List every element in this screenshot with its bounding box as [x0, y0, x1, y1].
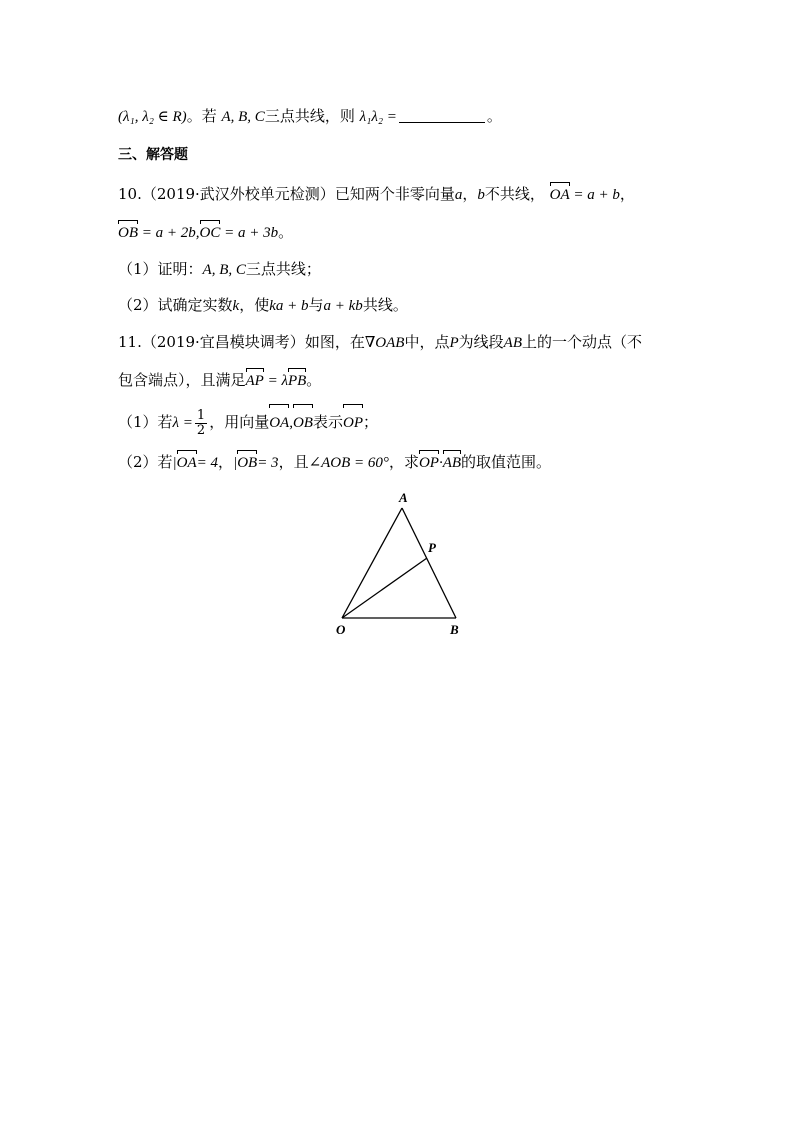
text: 共线。	[362, 296, 408, 314]
part-label: （2）若	[118, 453, 173, 471]
vector-ab: AB	[442, 455, 462, 471]
q11-line2	[118, 370, 321, 391]
label-a: A	[399, 490, 408, 505]
label-o: O	[336, 622, 346, 637]
q10-source: （2019·武汉外校单元检测）	[141, 185, 335, 203]
text: 表示	[312, 413, 343, 431]
text: 为线段	[458, 333, 504, 351]
text: 的取值范围。	[461, 453, 552, 471]
triangle-figure	[330, 488, 470, 643]
text: 。	[278, 223, 294, 241]
q11-source: （2019·宜昌模块调考）	[141, 333, 305, 351]
text: ,	[289, 415, 293, 431]
vector-ob: OB	[293, 407, 313, 439]
vector-op: OP	[418, 455, 439, 471]
text: 中，点	[404, 333, 450, 351]
q11-number: 11.	[118, 333, 142, 351]
section-title: 三、解答题	[118, 147, 188, 163]
points: A, B, C	[202, 262, 246, 278]
expr: a + kb	[323, 298, 363, 314]
vector-ob: OB	[237, 455, 258, 471]
q11-part1	[118, 406, 378, 439]
segment-ab	[402, 508, 456, 618]
text: ，用向量	[209, 413, 270, 431]
expr: = λ	[263, 373, 288, 389]
points: A, B, C	[221, 109, 265, 125]
k: k	[232, 298, 240, 314]
value: = 4	[196, 455, 219, 471]
part-label: （1）证明：	[118, 260, 203, 278]
part-label: （2）试确定实数	[118, 296, 233, 314]
q10-number: 10.	[118, 185, 142, 203]
answer-blank	[399, 108, 485, 123]
text: ；	[362, 413, 378, 431]
vector-op: OP	[343, 407, 363, 439]
fraction-one-half	[195, 409, 207, 438]
text: 与	[308, 296, 324, 314]
angle: ∠AOB = 60°	[308, 455, 389, 471]
text: 三点共线，则	[264, 107, 355, 125]
vector-oa: OA	[176, 455, 197, 471]
q10-line2	[118, 222, 293, 243]
vector-ap: AP	[245, 373, 264, 389]
denominator: 2	[196, 422, 206, 438]
lambda-product: λ₁λ₂ =	[359, 109, 397, 125]
text: 三点共线；	[245, 260, 321, 278]
text: ，求	[388, 453, 419, 471]
text: ，使	[239, 296, 270, 314]
text: 不共线，	[484, 185, 545, 203]
triangle: ∇OAB	[364, 335, 405, 351]
vector-oc: OC	[199, 225, 221, 241]
text: 如图，在	[304, 333, 365, 351]
dot: ·	[438, 455, 443, 471]
q11-line1	[118, 332, 642, 353]
q10-part1	[118, 259, 321, 280]
part-label: （1）若	[118, 413, 173, 431]
text: 已知两个非零向量	[334, 185, 455, 203]
expr: ka + b	[269, 298, 309, 314]
text: 上的一个动点（不	[522, 333, 643, 351]
q11-part2: （2）若|OA= 4，|OB= 3，且∠AOB = 60°，求OP·AB的取值范围。	[118, 453, 552, 471]
text: 。若	[186, 107, 217, 125]
text: ，	[619, 185, 635, 203]
text: ，且	[278, 453, 309, 471]
q10-part2	[118, 295, 408, 316]
segment-ab: AB	[503, 335, 522, 351]
value: = 3	[257, 455, 279, 471]
text: ，	[462, 185, 478, 203]
vector-oa: OA	[549, 187, 570, 203]
segment-oa	[342, 508, 402, 618]
vector-pb: PB	[287, 373, 307, 389]
vector-oa: OA	[269, 407, 289, 439]
lambda-set: (λ₁, λ₂ ∈ R)	[118, 109, 187, 125]
text: 。	[486, 107, 502, 125]
expr: = a + 3b	[220, 225, 279, 241]
segment-op	[342, 558, 427, 618]
label-b: B	[450, 622, 459, 637]
text: 包含端点），且满足	[118, 371, 246, 389]
vector-ob: OB	[118, 225, 138, 241]
vector-a: a	[454, 187, 463, 203]
point-p: P	[449, 335, 459, 351]
text: ，	[218, 453, 234, 471]
vector-b: b	[477, 187, 485, 203]
expr: = a + 2b,	[138, 225, 200, 241]
label-p: P	[428, 540, 436, 555]
text: 。	[306, 371, 322, 389]
problem-9-tail	[118, 106, 502, 127]
lambda: λ =	[172, 415, 193, 431]
numerator: 1	[196, 407, 206, 423]
q10-line1	[118, 184, 635, 205]
expr: = a + b	[569, 187, 620, 203]
